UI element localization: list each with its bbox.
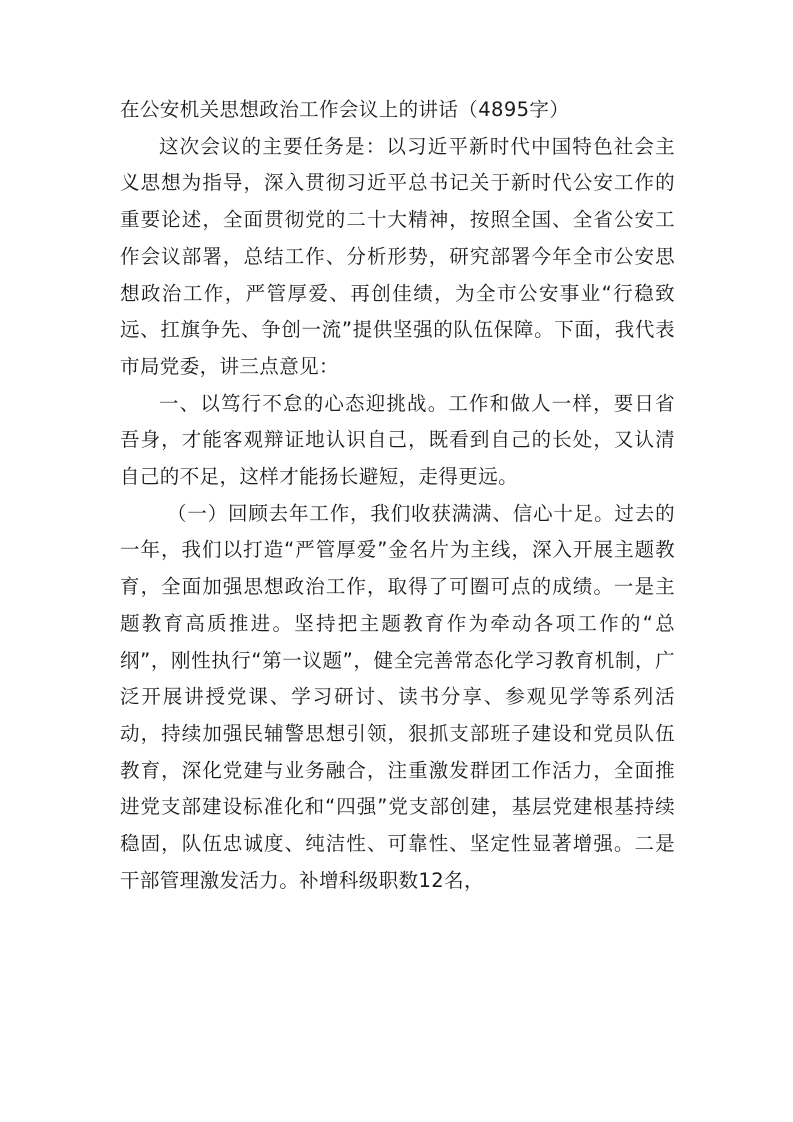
paragraph-meeting-tasks: 这次会议的主要任务是：以习近平新时代中国特色社会主义思想为指导，深入贯彻习近平总书记关于新时代公安工作的重要论述，全面贯彻党的二十大精神，按照全国、全省公安工作会议部署，总结工作、分析形势，研究部署今年全市公安思想政治工作，严管厚爱、再创佳绩，为全市公安事业“行稳致远、扛旗争先、争创一流”提供坚强的队伍保障。下面，我代表市局党委，讲三点意见： [120, 134, 675, 378]
paragraph-section-one: 一、以笃行不怠的心态迎挑战。工作和做人一样，要日省吾身，才能客观辩证地认识自己，既看到自己的长处，又认清自己的不足，这样才能扬长避短，走得更远。 [120, 391, 675, 489]
paragraph-review-last-year: （一）回顾去年工作，我们收获满满、信心十足。过去的一年，我们以打造“严管厚爱”金名片为主线，深入开展主题教育，全面加强思想政治工作，取得了可圈可点的成绩。一是主题教育高质推进。坚持把主题教育作为牵动各项工作的“总纲”，刚性执行“第一议题”，健全完善常态化学习教育机制，广泛开展讲授党课、学习研讨、读书分享、参观见学等系列活动，持续加强民辅警思想引领，狠抓支部班子建设和党员队伍教育，深化党建与业务融合，注重激发群团工作活力，全面推进党支部建设标准化和“四强”党支部创建，基层党建根基持续稳固，队伍忠诚度、纯洁性、可靠性、坚定性显著增强。二是干部管理激发活力。补增科级职数12名， [120, 501, 675, 892]
document-body [120, 92, 675, 899]
document-title: 在公安机关思想政治工作会议上的讲话（4895字） [120, 98, 570, 121]
